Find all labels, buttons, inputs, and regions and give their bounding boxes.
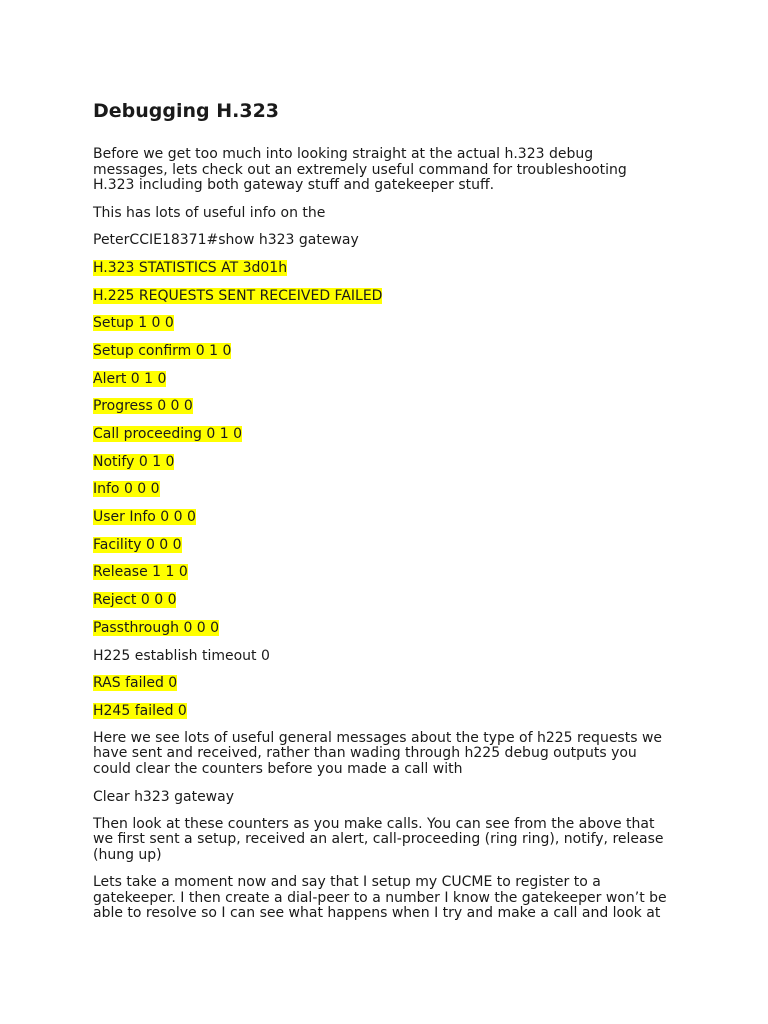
document-title: Debugging H.323 bbox=[93, 100, 280, 122]
output-line-text: H.323 STATISTICS AT 3d01h bbox=[93, 259, 288, 276]
output-line-text: H245 failed 0 bbox=[93, 702, 187, 719]
output-line bbox=[93, 509, 683, 525]
output-line bbox=[93, 592, 683, 608]
general-paragraph: Here we see lots of useful general messages about the type of h225 requests we have sent and received, rather than wading through h225 debug outputs you could clear the counters before you made a call with bbox=[93, 729, 663, 777]
intro-paragraph: Before we get too much into looking straight at the actual h.323 debug messages, lets check out an extremely useful command for troubleshooting H.323 including both gateway stuff and gatekeeper stuff. bbox=[93, 146, 627, 193]
output-line-text: RAS failed 0 bbox=[93, 675, 178, 692]
output-line bbox=[93, 537, 683, 553]
output-line-text: Release 1 1 0 bbox=[93, 564, 188, 581]
output-line-text: H.225 REQUESTS SENT RECEIVED FAILED bbox=[93, 287, 383, 304]
output-line bbox=[93, 260, 683, 276]
info-line: This has lots of useful info on the bbox=[93, 204, 326, 221]
output-line-text: Setup confirm 0 1 0 bbox=[93, 342, 232, 359]
command-line: PeterCCIE18371#show h323 gateway bbox=[93, 232, 359, 249]
output-lines bbox=[93, 260, 683, 719]
output-line-text: Notify 0 1 0 bbox=[93, 453, 175, 470]
output-line bbox=[93, 481, 683, 497]
output-line-text: Reject 0 0 0 bbox=[93, 592, 177, 609]
output-line-text: Alert 0 1 0 bbox=[93, 370, 167, 387]
output-line-text: Progress 0 0 0 bbox=[93, 398, 193, 415]
output-line-text: H225 establish timeout 0 bbox=[93, 647, 270, 664]
gatekeeper-paragraph: Lets take a moment now and say that I setup my CUCME to register to a gatekeeper. I then create a dial-peer to a number I know the gatekeeper won’t be able to resolve so I can see what happens when I try and make a call and look at bbox=[93, 874, 667, 922]
output-line bbox=[93, 564, 683, 580]
output-line bbox=[93, 315, 683, 331]
output-line bbox=[93, 454, 683, 470]
output-line bbox=[93, 648, 683, 664]
output-line bbox=[93, 426, 683, 442]
output-line-text: Passthrough 0 0 0 bbox=[93, 619, 220, 636]
output-line bbox=[93, 398, 683, 414]
counters-paragraph: Then look at these counters as you make calls. You can see from the above that we first sent a setup, received an alert, call-proceeding (ring ring), notify, release (hung up) bbox=[93, 815, 664, 863]
output-line-text: User Info 0 0 0 bbox=[93, 509, 196, 526]
output-line bbox=[93, 703, 683, 719]
output-line-text: Call proceeding 0 1 0 bbox=[93, 426, 243, 442]
output-line bbox=[93, 371, 683, 387]
output-line bbox=[93, 620, 683, 636]
document-page bbox=[93, 99, 683, 934]
output-line bbox=[93, 288, 683, 304]
output-line-text: Info 0 0 0 bbox=[93, 481, 160, 498]
output-line bbox=[93, 343, 683, 359]
output-line-text: Facility 0 0 0 bbox=[93, 536, 182, 553]
clear-command-line: Clear h323 gateway bbox=[93, 789, 234, 806]
output-line bbox=[93, 675, 683, 691]
output-line-text: Setup 1 0 0 bbox=[93, 315, 174, 332]
